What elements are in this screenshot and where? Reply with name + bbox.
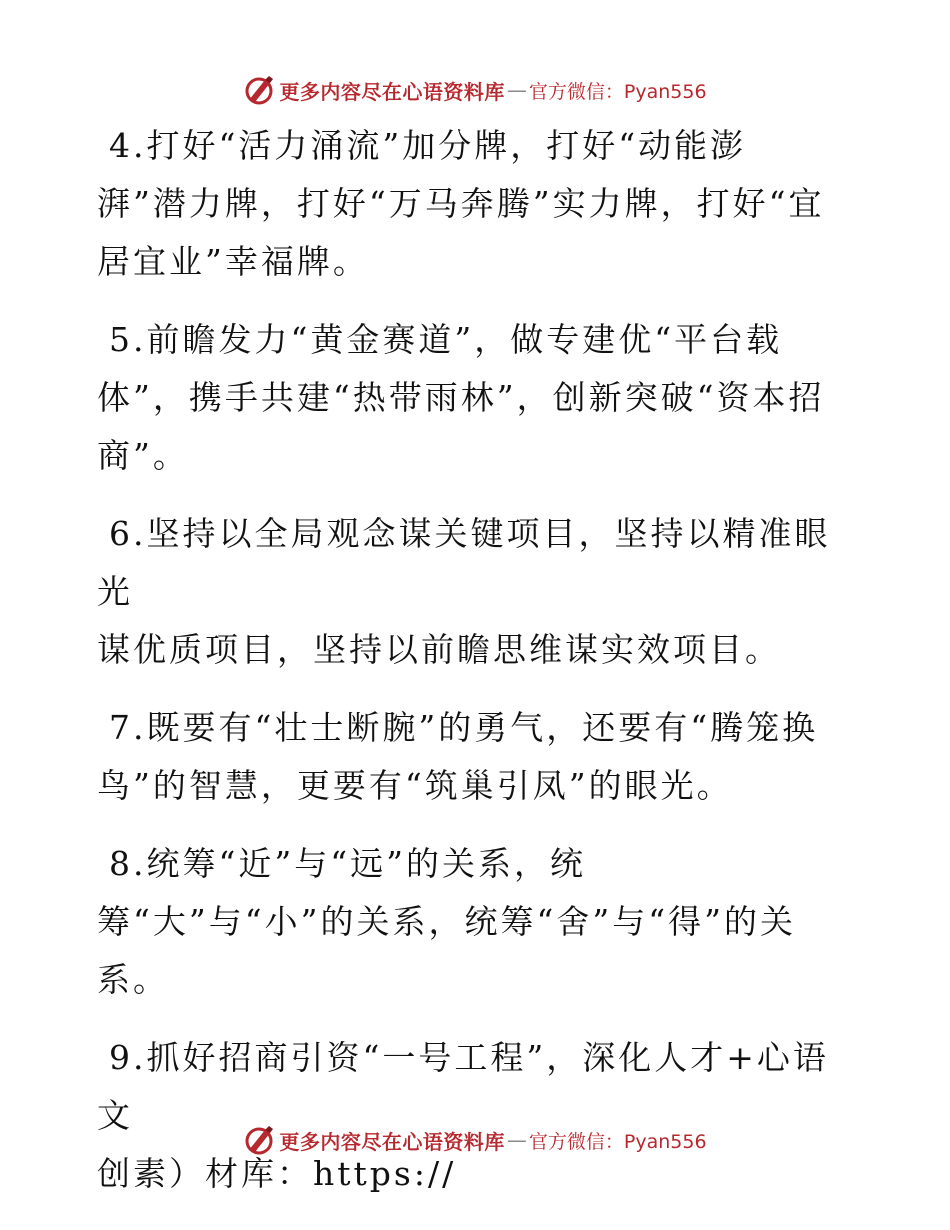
paragraph-continuation: 谋优质项目，坚持以前瞻思维谋实效项目。: [97, 630, 781, 669]
paragraph-first-line: 7.既要有“壮士断腕”的勇气，还要有“腾笼换: [109, 708, 819, 747]
header-banner: [0, 70, 950, 110]
paragraph-continuation: 体”，携手共建“热带雨林”，创新突破“资本招商”。: [97, 378, 825, 475]
footer-wechat: 官方微信：Pyan556: [528, 1130, 707, 1153]
pen-circle-logo-icon: [243, 1124, 275, 1156]
paragraph-first-line: 8.统筹“近”与“远”的关系，统: [109, 844, 586, 883]
paragraph-continuation: 创素）材库：https://: [97, 1154, 457, 1193]
paragraph-first-line: 6.坚持以全局观念谋关键项目，坚持以精准眼光: [97, 514, 831, 611]
paragraph-first-line: 5.前瞻发力“黄金赛道”，做专建优“平台载: [109, 320, 783, 359]
paragraph-7: [97, 699, 857, 815]
footer-separator: —: [506, 1128, 527, 1152]
footer-banner-text: 更多内容尽在心语资料库: [279, 1129, 505, 1154]
paragraph-8: [97, 835, 857, 1009]
pen-circle-logo-icon: [243, 74, 275, 106]
paragraph-5: [97, 311, 857, 485]
paragraph-4: [97, 117, 857, 291]
paragraph-continuation: 鸟”的智慧，更要有“筑巢引凤”的眼光。: [97, 766, 733, 805]
paragraph-first-line: 4.打好“活力涌流”加分牌，打好“动能澎: [109, 126, 747, 165]
document-body: [97, 117, 857, 1223]
paragraph-continuation: 筹“大”与“小”的关系，统筹“舍”与“得”的关系。: [97, 902, 796, 999]
paragraph-9: [97, 1029, 857, 1203]
paragraph-first-line: 9.抓好招商引资“一号工程”，深化人才+心语文: [97, 1038, 829, 1135]
paragraph-6: [97, 505, 857, 679]
footer-banner: [0, 1120, 950, 1160]
paragraph-continuation: 湃”潜力牌，打好“万马奔腾”实力牌，打好“宜居宜业”幸福牌。: [97, 184, 825, 281]
header-banner-text: 更多内容尽在心语资料库: [279, 79, 505, 104]
header-separator: —: [506, 78, 527, 102]
header-wechat: 官方微信：Pyan556: [528, 80, 707, 103]
